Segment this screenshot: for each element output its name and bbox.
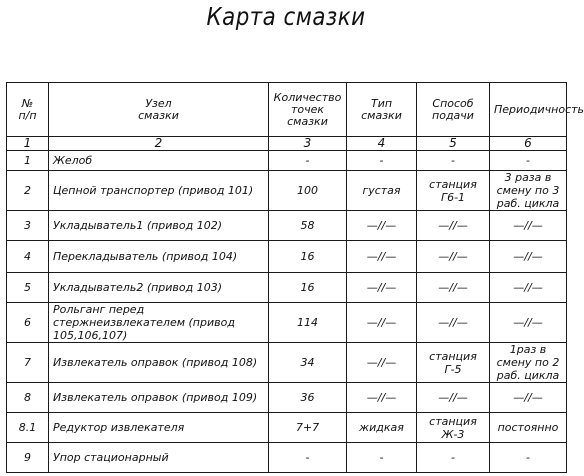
periodicity-cell: - [490,443,567,473]
row-number-cell: 8.1 [7,413,49,443]
node-name-cell: Цепной транспортер (привод 101) [49,171,269,211]
table-row [7,273,567,303]
point-count-cell: 34 [269,343,347,383]
supply-method-cell: станция Ж-3 [417,413,490,443]
periodicity-cell: —//— [490,303,567,343]
lubrication-table [6,82,584,473]
supply-method-cell: станция Г6-1 [417,171,490,211]
periodicity-cell: —//— [490,241,567,273]
column-number: 3 [269,137,347,151]
table-row [7,241,567,273]
header-lube-type: Тип смазки [347,83,417,137]
point-count-cell: 7+7 [269,413,347,443]
node-name-cell: Упор стационарный [49,443,269,473]
periodicity-cell: 1раз в смену по 2 раб. цикла [490,343,567,383]
periodicity-cell: —//— [490,273,567,303]
point-count-cell: 58 [269,211,347,241]
table-row [7,383,567,413]
row-number-cell: 8 [7,383,49,413]
node-name-cell: Укладыватель2 (привод 103) [49,273,269,303]
supply-method-cell: —//— [417,383,490,413]
lube-type-cell: —//— [347,343,417,383]
table-row [7,413,567,443]
header-point-count: Количество точек смазки [269,83,347,137]
table-body [7,137,567,473]
point-count-cell: - [269,151,347,171]
lube-type-cell: —//— [347,303,417,343]
row-number-cell: 2 [7,171,49,211]
node-name-cell: Извлекатель оправок (привод 108) [49,343,269,383]
header-row [7,83,567,137]
node-name-cell: Редуктор извлекателя [49,413,269,443]
column-number: 1 [7,137,49,151]
lube-type-cell: жидкая [347,413,417,443]
table-row [7,211,567,241]
node-name-cell: Перекладыватель (привод 104) [49,241,269,273]
row-number-cell: 9 [7,443,49,473]
supply-method-cell: - [417,151,490,171]
row-number-cell: 5 [7,273,49,303]
column-number: 5 [417,137,490,151]
node-name-cell: Рольганг перед стержнеизвлекателем (привод 105,106,107) [49,303,269,343]
lube-type-cell: —//— [347,273,417,303]
row-number-cell: 1 [7,151,49,171]
point-count-cell: 16 [269,241,347,273]
supply-method-cell: —//— [417,241,490,273]
document-title: Карта смазки [206,2,366,31]
header-node: Узел смазки [49,83,269,137]
supply-method-cell: —//— [417,273,490,303]
point-count-cell: - [269,443,347,473]
table-row [7,303,567,343]
point-count-cell: 100 [269,171,347,211]
node-name-cell: Желоб [49,151,269,171]
supply-method-cell: станция Г-5 [417,343,490,383]
header-supply-method: Способ подачи [417,83,490,137]
node-name-cell: Укладыватель1 (привод 102) [49,211,269,241]
row-number-cell: 7 [7,343,49,383]
supply-method-cell: —//— [417,211,490,241]
column-number-row [7,137,567,151]
supply-method-cell: - [417,443,490,473]
table-row [7,443,567,473]
lube-type-cell: - [347,443,417,473]
column-number: 6 [490,137,567,151]
header-periodicity: Периодичность [490,83,567,137]
periodicity-cell: —//— [490,383,567,413]
lube-type-cell: густая [347,171,417,211]
row-number-cell: 3 [7,211,49,241]
point-count-cell: 36 [269,383,347,413]
table-row [7,151,567,171]
lube-type-cell: —//— [347,211,417,241]
node-name-cell: Извлекатель оправок (привод 109) [49,383,269,413]
lube-type-cell: —//— [347,241,417,273]
table-row [7,171,567,211]
row-number-cell: 6 [7,303,49,343]
periodicity-cell: 3 раза в смену по 3 раб. цикла [490,171,567,211]
table-row [7,343,567,383]
periodicity-cell: постоянно [490,413,567,443]
point-count-cell: 114 [269,303,347,343]
supply-method-cell: —//— [417,303,490,343]
column-number: 2 [49,137,269,151]
periodicity-cell: - [490,151,567,171]
lube-type-cell: —//— [347,383,417,413]
periodicity-cell: —//— [490,211,567,241]
row-number-cell: 4 [7,241,49,273]
column-number: 4 [347,137,417,151]
header-number: № п/п [7,83,49,137]
lube-type-cell: - [347,151,417,171]
point-count-cell: 16 [269,273,347,303]
